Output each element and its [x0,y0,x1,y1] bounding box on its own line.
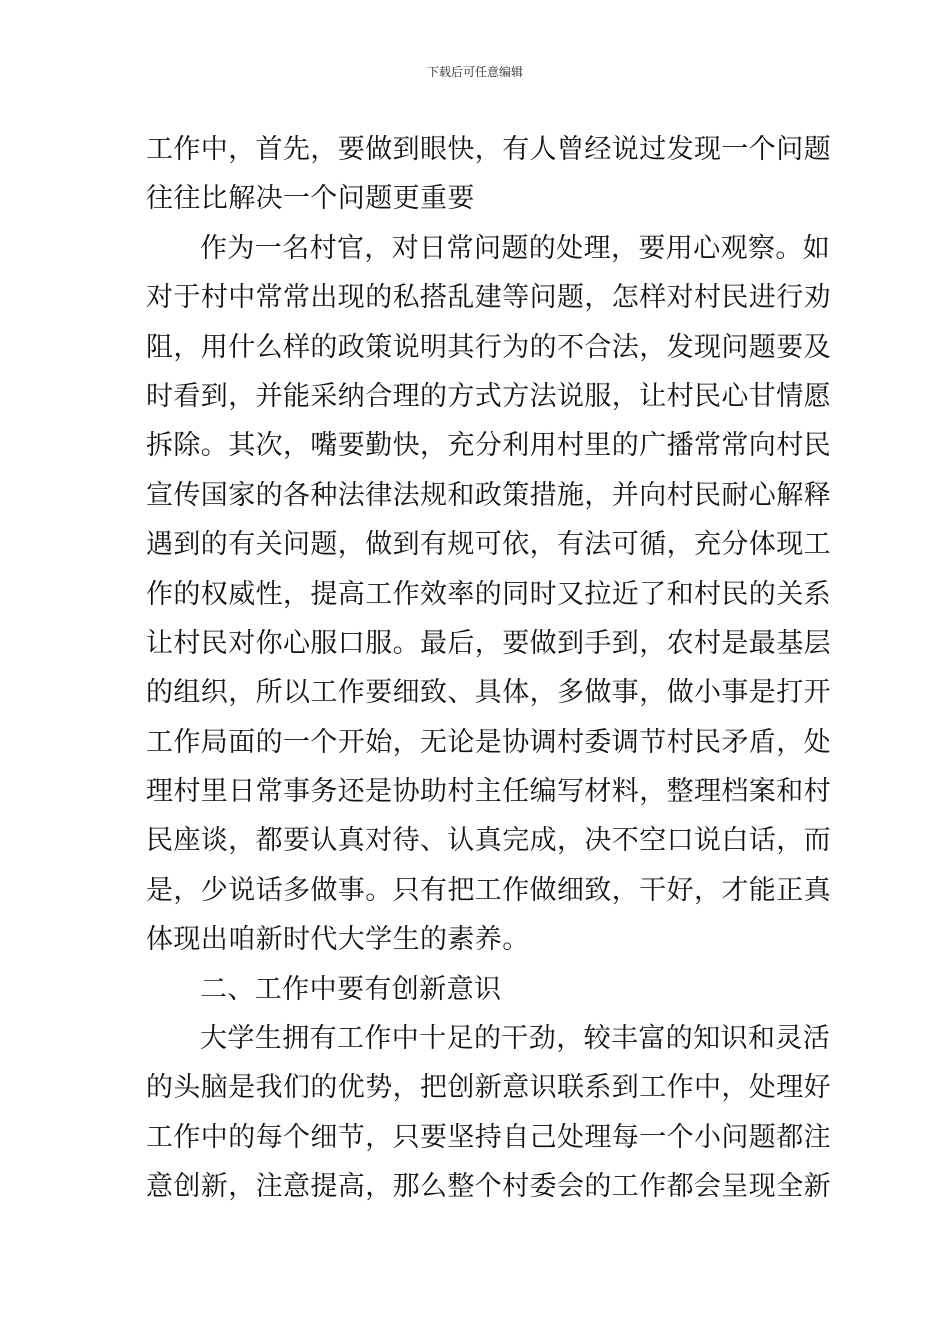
text-line: 对于村中常常出现的私搭乱建等问题，怎样对村民进行劝 [146,282,831,314]
text-line: 的头脑是我们的优势，把创新意识联系到工作中，处理好 [146,1072,831,1104]
text-line: 工作局面的一个开始，无论是协调村委调节村民矛盾，处 [146,726,831,758]
page-header-note: 下载后可任意编辑 [426,65,523,79]
text-line: 的组织，所以工作要细致、具体，多做事，做小事是打开 [146,677,831,709]
text-line: 民座谈，都要认真对待、认真完成，决不空口说白话，而 [146,825,831,857]
text-line: 宣传国家的各种法律法规和政策措施，并向村民耐心解释 [146,479,831,511]
text-line: 工作中，首先，要做到眼快，有人曾经说过发现一个问题 [146,134,831,165]
paragraph-first-line: 作为一名村官，对日常问题的处理，要用心观察。如 [200,232,831,264]
text-line: 遇到的有关问题，做到有规可依，有法可循，充分体现工 [146,529,831,561]
text-line: 让村民对你心服口服。最后，要做到手到，农村是最基层 [146,627,831,659]
document-body [146,125,831,1212]
text-line: 往往比解决一个问题更重要 [146,183,475,215]
text-line: 体现出咱新时代大学生的素养。 [146,924,530,956]
text-line: 作的权威性，提高工作效率的同时又拉近了和村民的关系 [146,578,831,610]
paragraph-first-line: 大学生拥有工作中十足的干劲，较丰富的知识和灵活 [200,1023,831,1055]
text-line: 拆除。其次，嘴要勤快，充分利用村里的广播常常向村民 [146,430,831,462]
section-heading: 二、工作中要有创新意识 [200,973,502,1005]
text-line: 意创新，注意提高，那么整个村委会的工作都会呈现全新 [146,1171,831,1203]
text-line: 时看到，并能采纳合理的方式方法说服，让村民心甘情愿 [146,380,831,412]
text-line: 工作中的每个细节，只要坚持自己处理每一个小问题都注 [146,1121,831,1153]
text-line: 阻，用什么样的政策说明其行为的不合法，发现问题要及 [146,331,831,363]
text-line: 理村里日常事务还是协助村主任编写材料，整理档案和村 [146,776,831,808]
text-line: 是，少说话多做事。只有把工作做细致，干好，才能正真 [146,874,831,906]
